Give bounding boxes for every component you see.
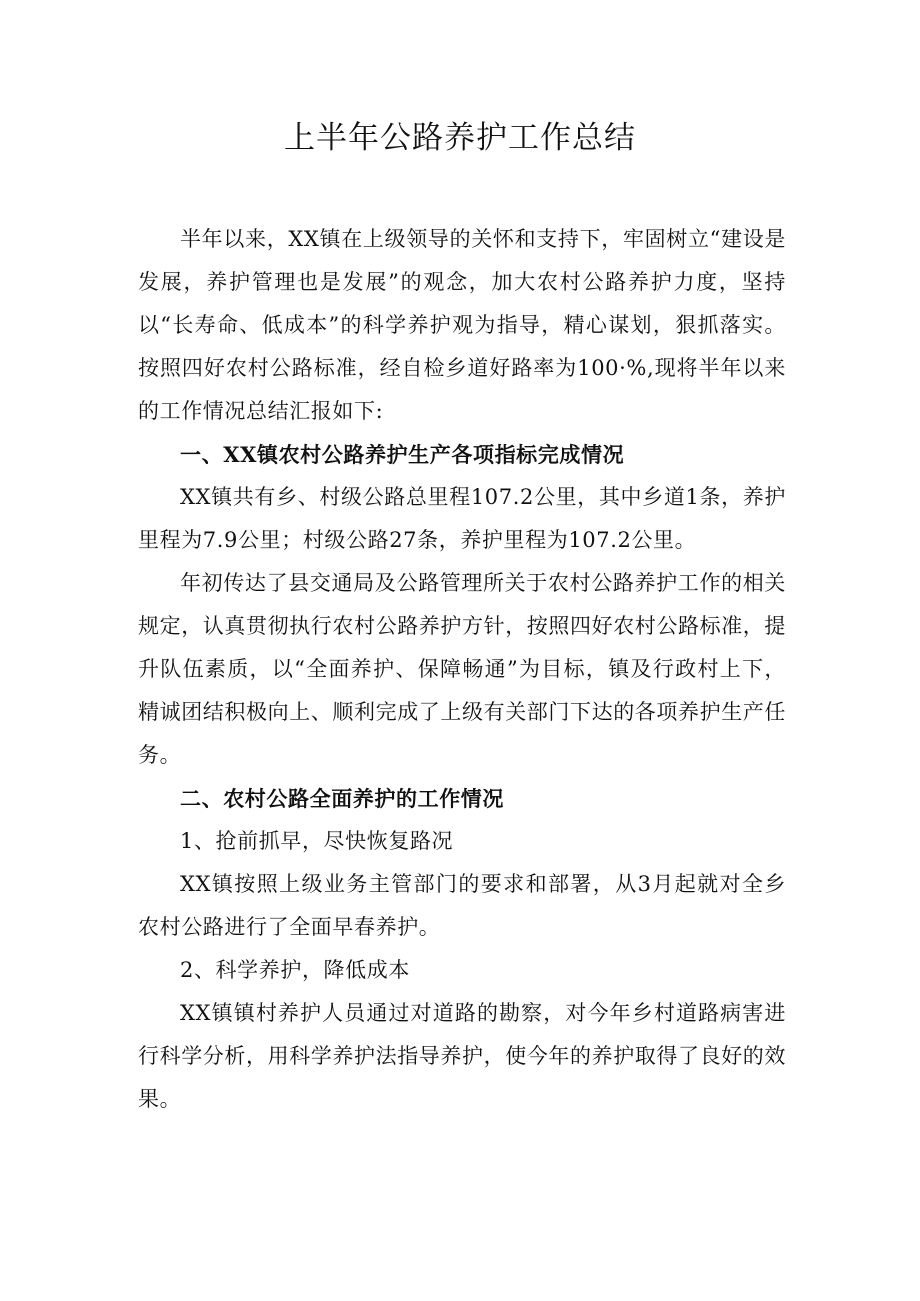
section-2-item-1-subheading: 1、抢前抓早，尽快恢复路况 — [180, 829, 454, 853]
section-2-item-2-subheading: 2、科学养护，降低成本 — [180, 958, 410, 982]
section-2-item-2-text: XX镇镇村养护人员通过对道路的勘察，对今年乡村道路病害进行科学分析，用科学养护法指导养护，使今年的养护取得了良好的效果。 — [138, 1001, 786, 1111]
document-body — [138, 218, 786, 1121]
section-1-paragraph-1: XX镇共有乡、村级公路总里程107.2公里，其中乡道1条，养护里程为7.9公里；村级公路27条，养护里程为107.2公里。 — [138, 485, 786, 552]
intro-paragraph: 半年以来，XX镇在上级领导的关怀和支持下，牢固树立“建设是发展，养护管理也是发展”的观念，加大农村公路养护力度，坚持以“长寿命、低成本”的科学养护观为指导，精心谋划，狠抓落实。按照四好农村公路标准，经自检乡道好路率为100·%,现将半年以来的工作情况总结汇报如下: — [138, 227, 786, 423]
section-1-paragraph-2: 年初传达了县交通局及公路管理所关于农村公路养护工作的相关规定，认真贯彻执行农村公路养护方针，按照四好农村公路标准，提升队伍素质，以“全面养护、保障畅通”为目标，镇及行政村上下，精诚团结积极向上、顺利完成了上级有关部门下达的各项养护生产任务。 — [138, 571, 786, 767]
section-2-item-1-text: XX镇按照上级业务主管部门的要求和部署，从3月起就对全乡农村公路进行了全面早春养护。 — [138, 872, 786, 939]
document-title: 上半年公路养护工作总结 — [284, 120, 636, 156]
section-2-heading: 二、农村公路全面养护的工作情况 — [180, 786, 504, 811]
section-1-heading: 一、XX镇农村公路养护生产各项指标完成情况 — [180, 442, 625, 467]
